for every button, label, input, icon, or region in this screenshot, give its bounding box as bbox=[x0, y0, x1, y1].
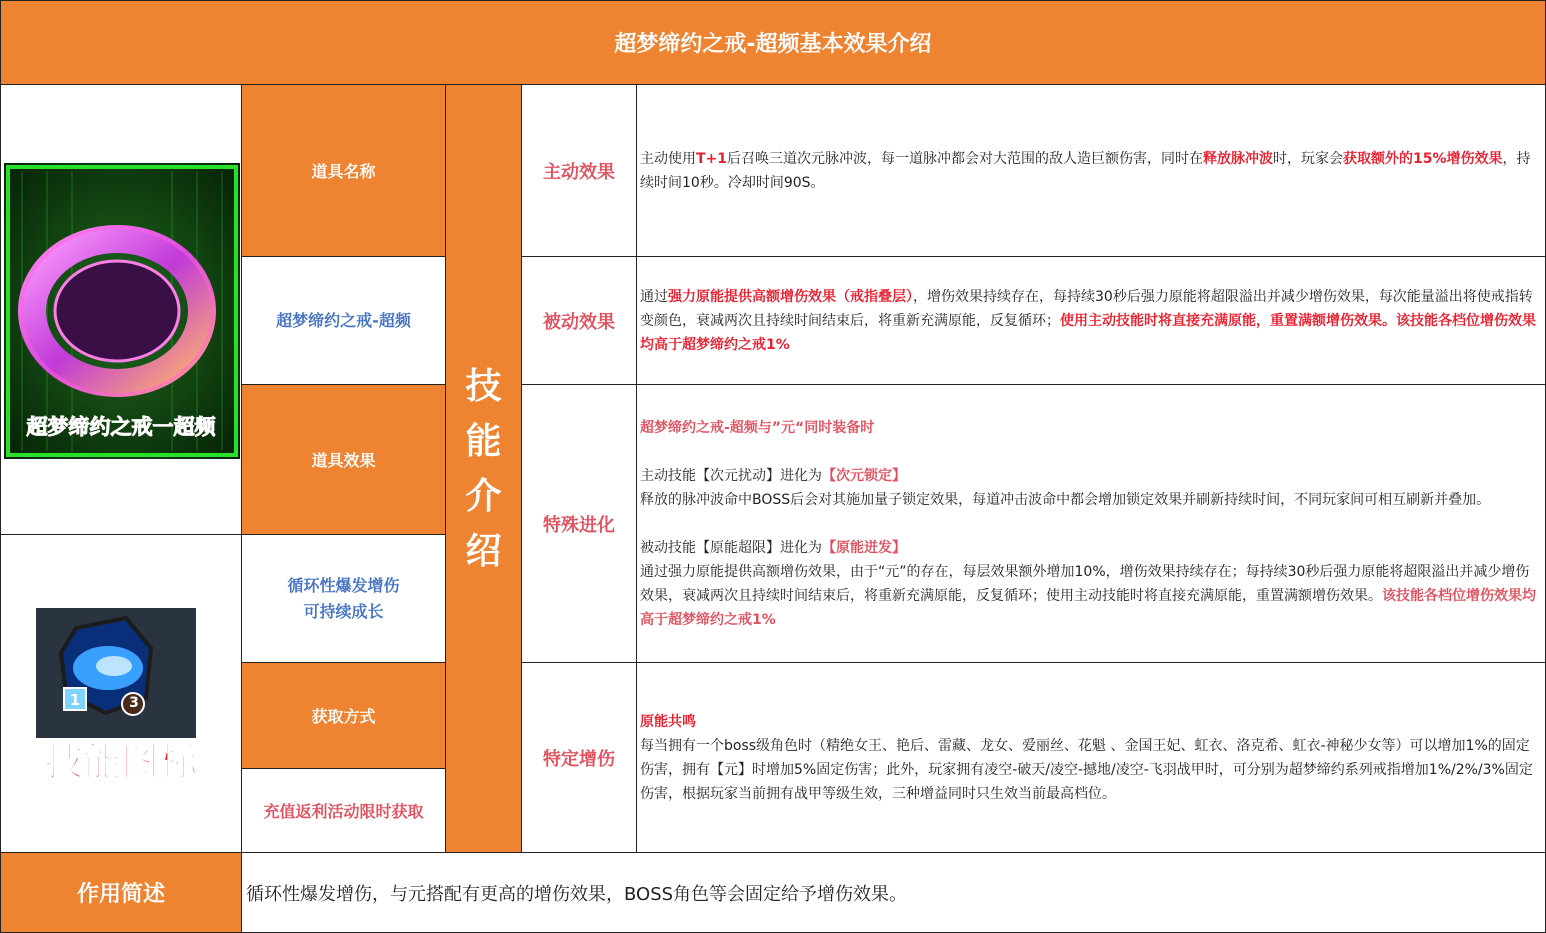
text-run: 通过 bbox=[640, 288, 668, 305]
ring-caption: 超梦缔约之戒一超频 bbox=[26, 415, 216, 439]
special-evolution-desc bbox=[636, 384, 1546, 663]
skill-icon bbox=[36, 608, 196, 738]
ring-image-cell bbox=[0, 84, 242, 535]
skill-intro-label bbox=[445, 84, 522, 853]
text-run: 被动技能【原能超限】进化为 bbox=[640, 539, 822, 556]
passive-skill-evolution-title bbox=[640, 536, 1539, 560]
emphasis-text: 【原能迸发】 bbox=[822, 539, 906, 556]
special-evolution-label bbox=[521, 384, 637, 663]
skill-intro-char-1: 技 bbox=[465, 365, 502, 407]
obtain-value-text: 充值返利活动限时获取 bbox=[263, 802, 424, 821]
active-effect-label-text: 主动效果 bbox=[543, 161, 615, 183]
summary-label-text: 作用简述 bbox=[76, 882, 165, 907]
text-run: 通过强力原能提供高额增伤效果，由于“元”的存在，每层效果额外增加10%，增伤效果持续存在；每持续30秒后强力原能将超限溢出并减少增伤效果，衰减两次且持续时间结束后，将重新充满原能，反复循环；使用主动技能时将直接充满原能，重置满额增伤效果。 bbox=[640, 563, 1530, 604]
active-effect-label bbox=[521, 84, 637, 257]
summary-text-content: 循环性爆发增伤，与元搭配有更高的增伤效果，BOSS角色等会固定给予增伤效果。 bbox=[246, 883, 908, 905]
specific-damage-body: 每当拥有一个boss级角色时（精绝女王、艳后、雷藏、龙女、爱丽丝、花魁 、金国王妃、虹衣、洛克希、虹衣-神秘少女等）可以增加1%的固定伤害，拥有【元】时增加5%固定伤害；此外，玩家拥有凌空-破天/凌空-撼地/凌空-飞羽战甲时，可分别为超梦缔约系列戒指增加1%/2%/3%固定伤害，根据玩家当前拥有战甲等级生效，三种增益同时只生效当前最高档位。 bbox=[640, 737, 1533, 802]
skill-intro-char-4: 绍 bbox=[465, 530, 502, 572]
active-skill-evolution-title bbox=[640, 464, 1539, 488]
emphasis-text: 使用主动技能时将直接充满原能，重置满额增伤效果。该技能各档位增伤效果均高于超梦缔约之戒1% bbox=[640, 312, 1536, 353]
page-title-text: 超梦缔约之戒-超频基本效果介绍 bbox=[614, 32, 932, 57]
item-effect-value bbox=[241, 534, 446, 663]
specific-damage-label-text: 特定增伤 bbox=[543, 748, 615, 770]
skill-caption: 技能图标 bbox=[44, 740, 197, 784]
item-effect-value-line2: 可持续成长 bbox=[303, 601, 384, 621]
special-evolution-label-text: 特殊进化 bbox=[543, 514, 615, 536]
passive-effect-desc bbox=[636, 256, 1546, 385]
item-effect-label-text: 道具效果 bbox=[311, 451, 376, 470]
text-run: ，增伤效果持续存在，每持续30秒后强力原能将超限溢出并减少增伤效果，每次能量溢出将使戒指转变颜色，衰减两次且持续时间结束后，将重新充满原能，反复循环； bbox=[640, 288, 1533, 329]
obtain-label bbox=[241, 662, 446, 769]
item-name-label-text: 道具名称 bbox=[311, 162, 376, 181]
skill-intro-char-2: 能 bbox=[465, 420, 502, 462]
text-run: 主动使用 bbox=[640, 150, 696, 167]
passive-effect-label-text: 被动效果 bbox=[543, 311, 615, 333]
passive-skill-evolution-body bbox=[640, 560, 1539, 632]
skill-stack-badge: 3 bbox=[129, 695, 139, 711]
item-name-value-text: 超梦缔约之戒-超频 bbox=[276, 310, 411, 330]
specific-damage-label bbox=[521, 662, 637, 853]
special-evolution-heading: 超梦缔约之戒-超频与”元“同时装备时 bbox=[640, 419, 875, 436]
text-run: 主动技能【次元扰动】进化为 bbox=[640, 467, 822, 484]
summary-label bbox=[0, 852, 242, 933]
active-skill-evolution-body: 释放的脉冲波命中BOSS后会对其施加量子锁定效果，每道冲击波命中都会增加锁定效果并刷新持续时间，不同玩家间可相互刷新并叠加。 bbox=[640, 491, 1491, 508]
obtain-value bbox=[241, 768, 446, 853]
skill-intro-char-3: 介 bbox=[465, 475, 502, 517]
emphasis-text: 【次元锁定】 bbox=[822, 467, 906, 484]
item-effect-value-line1: 循环性爆发增伤 bbox=[287, 575, 400, 595]
passive-effect-label bbox=[521, 256, 637, 385]
hotkey-text: T+1 bbox=[696, 150, 728, 167]
summary-text bbox=[241, 852, 1546, 933]
skill-icon-cell bbox=[0, 534, 242, 853]
item-effect-label bbox=[241, 384, 446, 535]
skill-level-badge: 1 bbox=[69, 691, 81, 709]
obtain-label-text: 获取方式 bbox=[311, 707, 376, 726]
emphasis-text: 该技能各档位增伤效果均高于超梦缔约之戒1% bbox=[640, 587, 1536, 628]
active-effect-paragraph bbox=[640, 147, 1539, 195]
page-title bbox=[0, 0, 1546, 85]
item-name-label bbox=[241, 84, 446, 257]
active-effect-desc bbox=[636, 84, 1546, 257]
specific-damage-desc bbox=[636, 662, 1546, 853]
passive-effect-paragraph bbox=[640, 285, 1539, 357]
emphasis-text: 释放脉冲波 bbox=[1203, 150, 1274, 167]
text-run: ，持续时间10秒。冷却时间90S。 bbox=[640, 150, 1531, 191]
emphasis-text: 强力原能提供高额增伤效果（戒指叠层） bbox=[668, 288, 913, 305]
text-run: 时，玩家会 bbox=[1273, 150, 1344, 167]
item-name-value bbox=[241, 256, 446, 385]
specific-damage-heading: 原能共鸣 bbox=[640, 713, 696, 730]
emphasis-text: 获取额外的15%增伤效果 bbox=[1343, 150, 1503, 167]
text-run: 后召唤三道次元脉冲波，每一道脉冲都会对大范围的敌人造巨额伤害，同时在 bbox=[727, 150, 1204, 167]
